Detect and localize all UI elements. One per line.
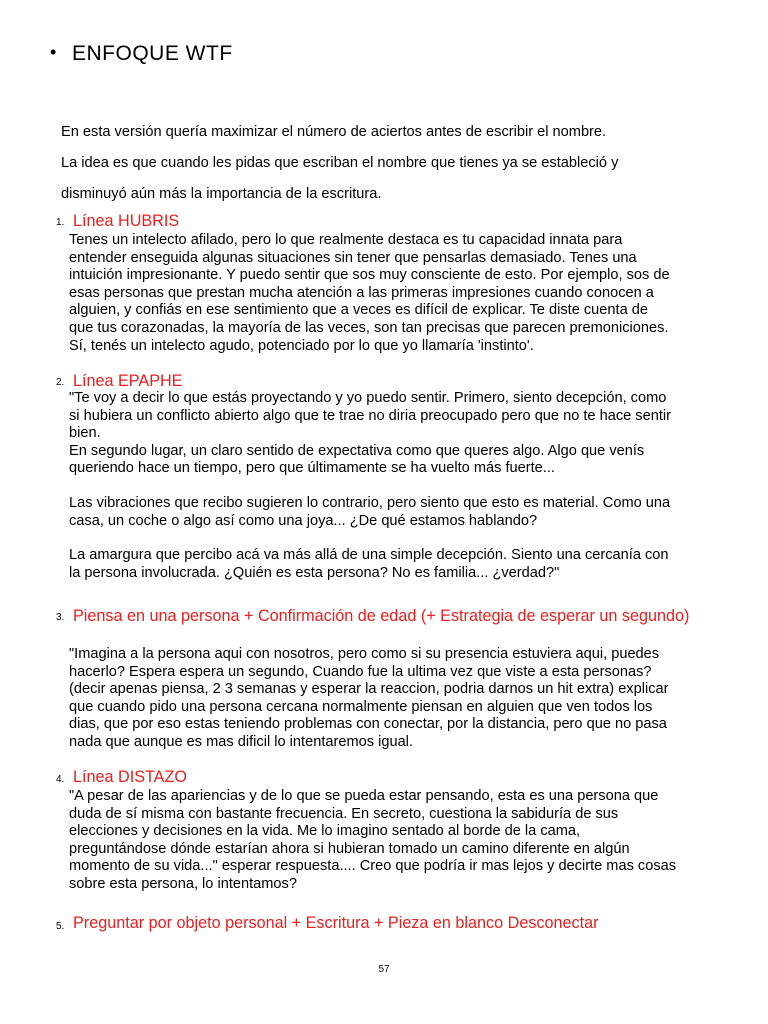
body-line: En segundo lugar, un claro sentido de expectativa como que queres algo. Algo que venís [69, 442, 645, 459]
page-heading [50, 42, 233, 66]
body-line: que tus corazonadas, la mayoría de las veces, son tan precisas que parecen premoniciones. [69, 319, 669, 336]
body-line: "Te voy a decir lo que estás proyectando y yo puedo sentir. Primero, siento decepción, como [69, 390, 667, 406]
body-line: nada que aunque es mas dificil lo intentaremos igual. [69, 733, 413, 750]
body-line: preguntándose dónde estarían ahora si hubieran tomado un camino diferente en algún [69, 840, 630, 857]
bullet-icon: • [50, 42, 57, 62]
body-line: momento de su vida..." esperar respuesta.... Creo que podría ir mas lejos y decirte mas cosas [69, 858, 677, 875]
item-title: Preguntar por objeto personal + Escritura + Pieza en blanco Desconectar [73, 914, 599, 932]
body-line: "Imagina a la persona aqui con nosotros, pero como si su presencia estuviera aqui, puedes [69, 646, 660, 662]
item-title: Piensa en una persona + Confirmación de edad (+ Estrategia de esperar un segundo) [73, 607, 690, 625]
body-line: duda de sí misma con bastante frecuencia. En secreto, cuestiona la sabiduría de sus [69, 805, 619, 822]
body-line: si hubiera un conflicto abierto algo que te trae no diria preocupado pero que no te hace sentir [69, 407, 671, 424]
body-line: Tenes un intelecto afilado, pero lo que realmente destaca es tu capacidad innata para [69, 232, 623, 248]
body-line: bien. [69, 425, 101, 442]
item-body [69, 232, 749, 355]
body-line: queriendo hace un tiempo, pero que últimamente se ha vuelto más fuerte... [69, 460, 555, 477]
body-line: sobre esta persona, lo intentamos? [69, 875, 297, 892]
body-line: casa, un coche o algo así como una joya... ¿De qué estamos hablando? [69, 512, 538, 529]
body-line: "A pesar de las apariencias y de lo que se pueda estar pensando, esta es una persona que [69, 788, 659, 804]
intro-line-3: disminuyó aún más la importancia de la escritura. [61, 186, 382, 202]
body-line: (decir apenas piensa, 2 3 semanas y esperar la reaccion, podria darnos un hit extra) explicar [69, 681, 669, 698]
item-body [69, 788, 749, 894]
body-line: elecciones y decisiones en la vida. Me lo imagino sentado al borde de la cama, [69, 823, 581, 840]
page-title: ENFOQUE WTF [72, 42, 233, 65]
body-line: entender enseguida algunas situaciones sin tener que pensarlas demasiado. Tenes una [69, 249, 637, 266]
body-line: Las vibraciones que recibo sugieren lo contrario, pero siento que esto es material. Como una [69, 494, 671, 511]
body-line: alguien, y confiás en ese sentimiento que a veces es difícil de explicar. Te diste cuenta de [69, 302, 648, 319]
item-title: Línea EPAPHE [73, 372, 183, 390]
body-line: La amargura que percibo acá va más allá de una simple decepción. Siento una cercanía con [69, 547, 669, 564]
intro-line-2: La idea es que cuando les pidas que escriban el nombre que tienes ya se estableció y [61, 155, 619, 171]
item-body [69, 646, 749, 752]
intro-line-1: En esta versión quería maximizar el número de aciertos antes de escribir el nombre. [61, 124, 607, 140]
body-line: hacerlo? Espera espera un segundo, Cuando fue la ultima vez que viste a esta personas? [69, 663, 652, 680]
item-number: 4. [56, 774, 65, 785]
body-line: Sí, tenés un intelecto agudo, potenciado por lo que yo llamaría 'instinto'. [69, 337, 534, 354]
item-title: Línea HUBRIS [73, 212, 180, 230]
item-title: Línea DISTAZO [73, 768, 187, 786]
item-number: 1. [56, 217, 65, 228]
page-number: 57 [378, 964, 390, 975]
item-body [69, 390, 749, 582]
item-number: 3. [56, 612, 65, 623]
body-line: esas personas que prestan mucha atención a las primeras impresiones cuando conocen a [69, 284, 654, 301]
body-line: la persona involucrada. ¿Quién es esta persona? No es familia... ¿verdad?" [69, 564, 560, 581]
item-number: 5. [56, 921, 65, 932]
body-line: dias, que por eso estas teniendo problemas con conectar, por la distancia, pero que no pasa [69, 716, 667, 733]
body-line: intuición impresionante. Y puedo sentir que sos muy consciente de esto. Por ejemplo, sos de [69, 267, 670, 284]
body-line: que cuando pido una persona cercana normalmente piensan en alguien que ven todos los [69, 698, 653, 715]
item-number: 2. [56, 377, 65, 388]
